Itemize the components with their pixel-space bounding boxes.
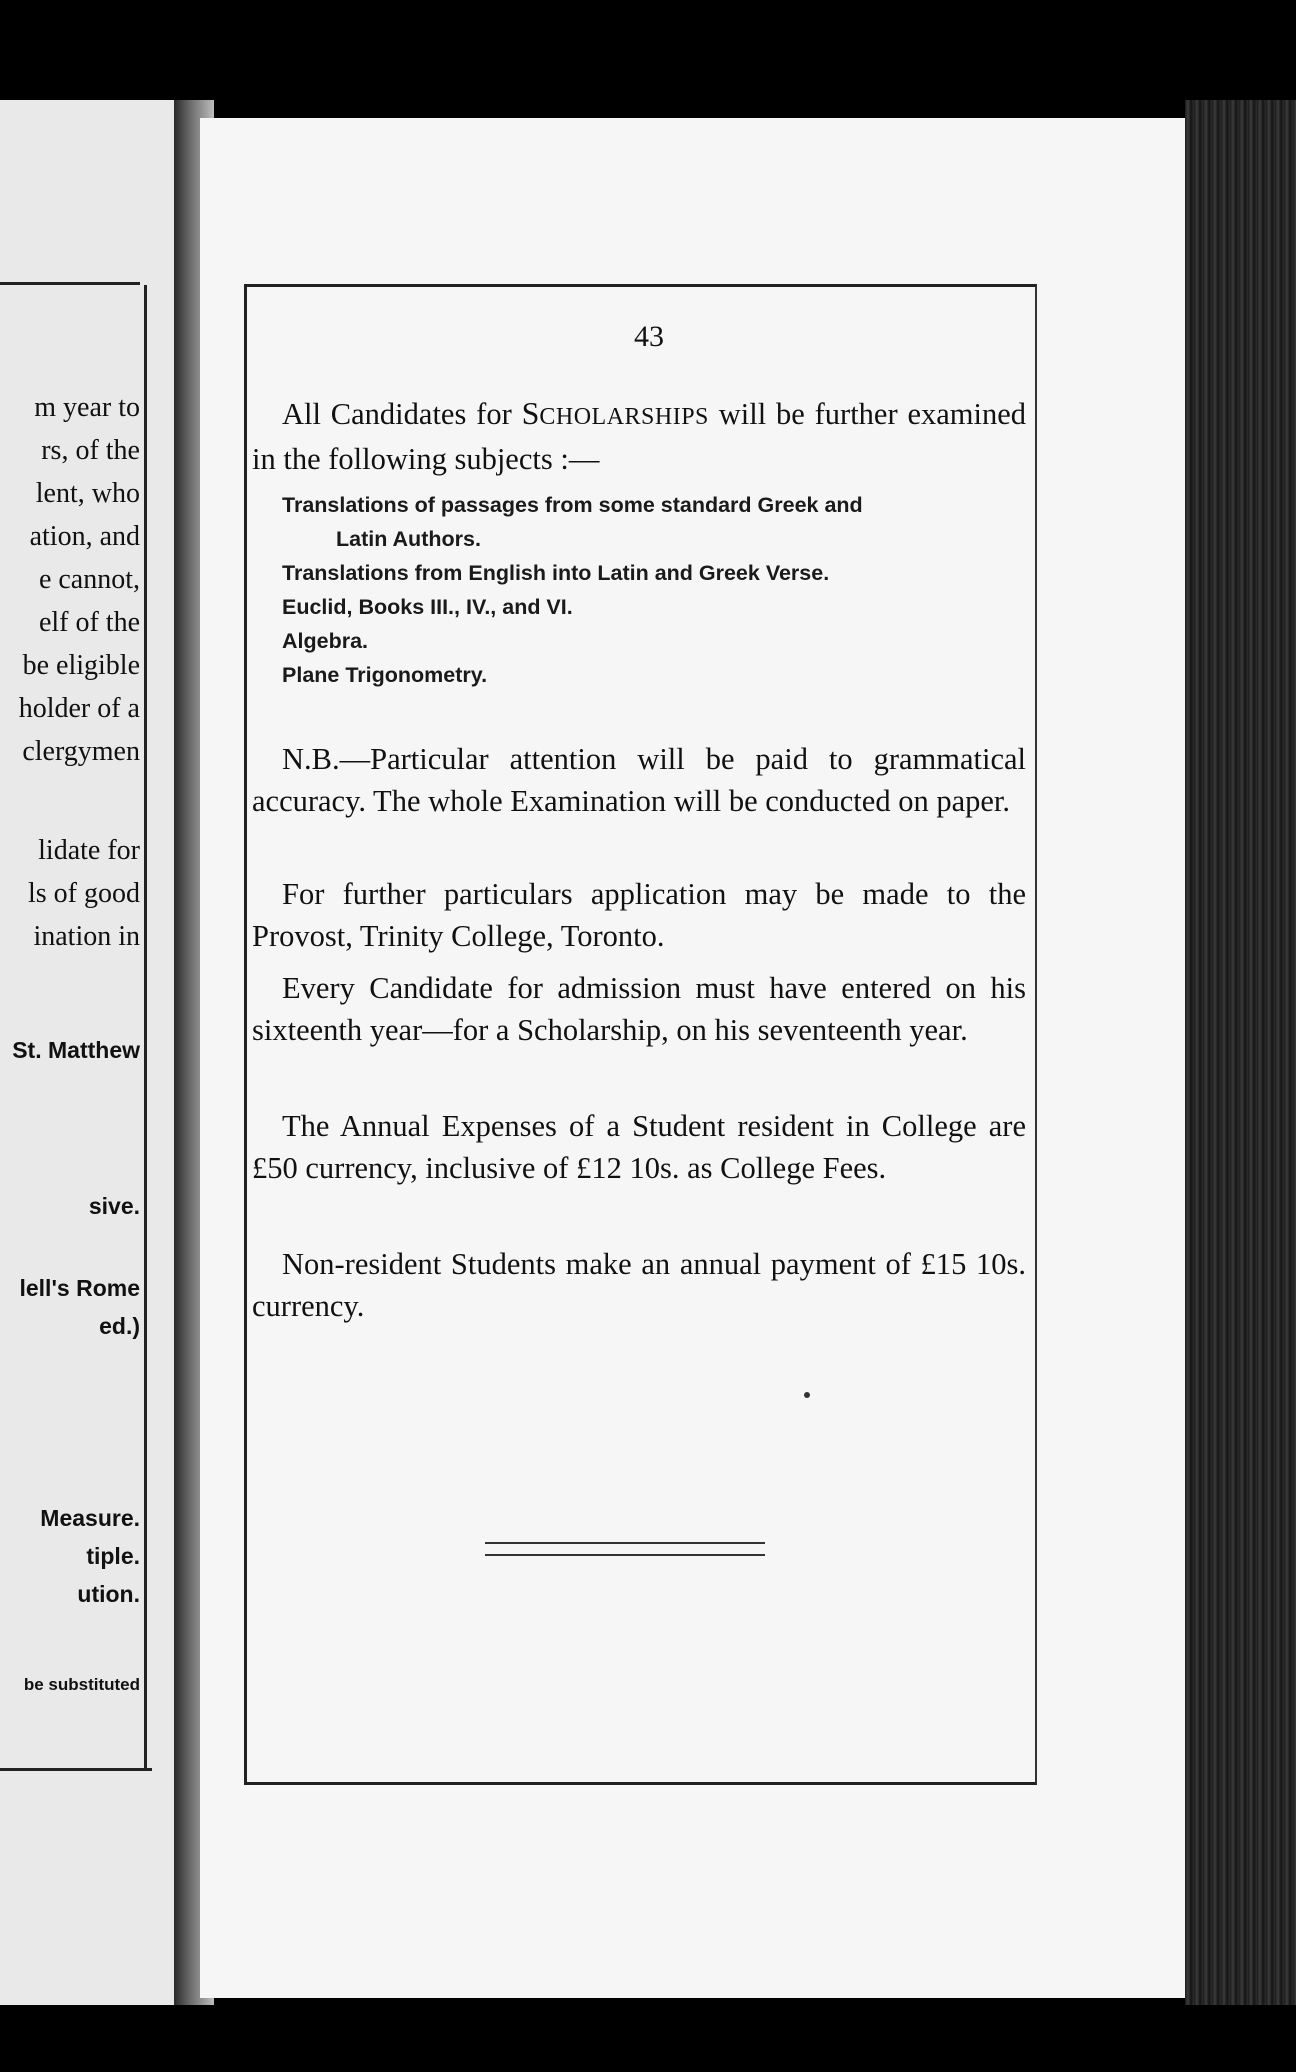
left-page-line: m year to	[34, 392, 140, 423]
left-page-line: ation, and	[29, 521, 140, 552]
page-number: 43	[634, 320, 664, 353]
left-page-line: lent, who	[35, 478, 140, 509]
left-page-line: clergymen	[22, 736, 140, 767]
subject-item: Translations from English into Latin and Greek Verse.	[282, 561, 830, 585]
double-rule-divider	[485, 1542, 765, 1556]
left-page-line: lell's Rome	[19, 1275, 140, 1301]
left-page-fragment	[0, 100, 176, 2005]
left-page-line: lidate for	[38, 835, 140, 866]
left-page-line: ination in	[33, 921, 140, 952]
intro-text-start: All Candidates for	[282, 397, 522, 431]
scholarship-intro-paragraph	[252, 392, 1026, 480]
ink-speck	[804, 1392, 810, 1398]
annual-expenses-text: The Annual Expenses of a Student resident in College are £50 currency, inclusive of £12 10s. as College Fees.	[252, 1109, 1026, 1185]
left-page-bottom-rule	[0, 1768, 152, 1771]
left-page-line: Measure.	[40, 1505, 140, 1531]
particulars-paragraph	[252, 873, 1026, 957]
left-page-line: be substituted	[23, 1675, 140, 1694]
left-page-line: ls of good	[28, 878, 140, 909]
subject-item: Algebra.	[282, 629, 369, 653]
intro-scholarships-rest: CHOLARSHIPS	[539, 404, 709, 430]
left-page-line: sive.	[88, 1193, 140, 1219]
nb-text: N.B.—Particular attention will be paid to grammatical accuracy. The whole Examination will be conducted on paper.	[252, 742, 1026, 818]
left-page-line: be eligible	[22, 650, 140, 681]
non-resident-paragraph	[252, 1243, 1026, 1327]
left-page-line: tiple.	[86, 1543, 140, 1569]
left-page-line: ed.)	[99, 1313, 140, 1339]
intro-scholarships-initial: S	[521, 395, 540, 431]
admission-age-text: Every Candidate for admission must have entered on his sixteenth year—for a Scholarship, on his seventeenth year.	[252, 971, 1026, 1047]
subject-item-continuation: Latin Authors.	[336, 527, 481, 551]
admission-age-paragraph	[252, 967, 1026, 1051]
intro-text-end: will be further examined in the following subjects :—	[252, 397, 1027, 476]
left-page-line: e cannot,	[38, 564, 140, 595]
annual-expenses-paragraph	[252, 1105, 1026, 1189]
left-page-line: elf of the	[38, 607, 140, 638]
left-page-line: ution.	[77, 1581, 140, 1607]
subject-item: Euclid, Books III., IV., and VI.	[282, 595, 573, 619]
subject-item: Plane Trigonometry.	[282, 663, 488, 687]
left-page-line: St. Matthew	[12, 1037, 140, 1063]
non-resident-text: Non-resident Students make an annual payment of £15 10s. currency.	[252, 1247, 1026, 1323]
subject-item: Translations of passages from some standard Greek and	[282, 493, 863, 517]
left-page-top-rule	[0, 282, 140, 285]
left-page-frame-rule	[144, 285, 147, 1770]
left-page-line: rs, of the	[41, 435, 140, 466]
nb-paragraph	[252, 738, 1026, 822]
particulars-text: For further particulars application may be made to the Provost, Trinity College, Toronto.	[252, 877, 1026, 953]
left-page-line: holder of a	[18, 693, 140, 724]
subjects-list	[282, 488, 1042, 692]
page-stack-edge	[1185, 100, 1296, 2005]
